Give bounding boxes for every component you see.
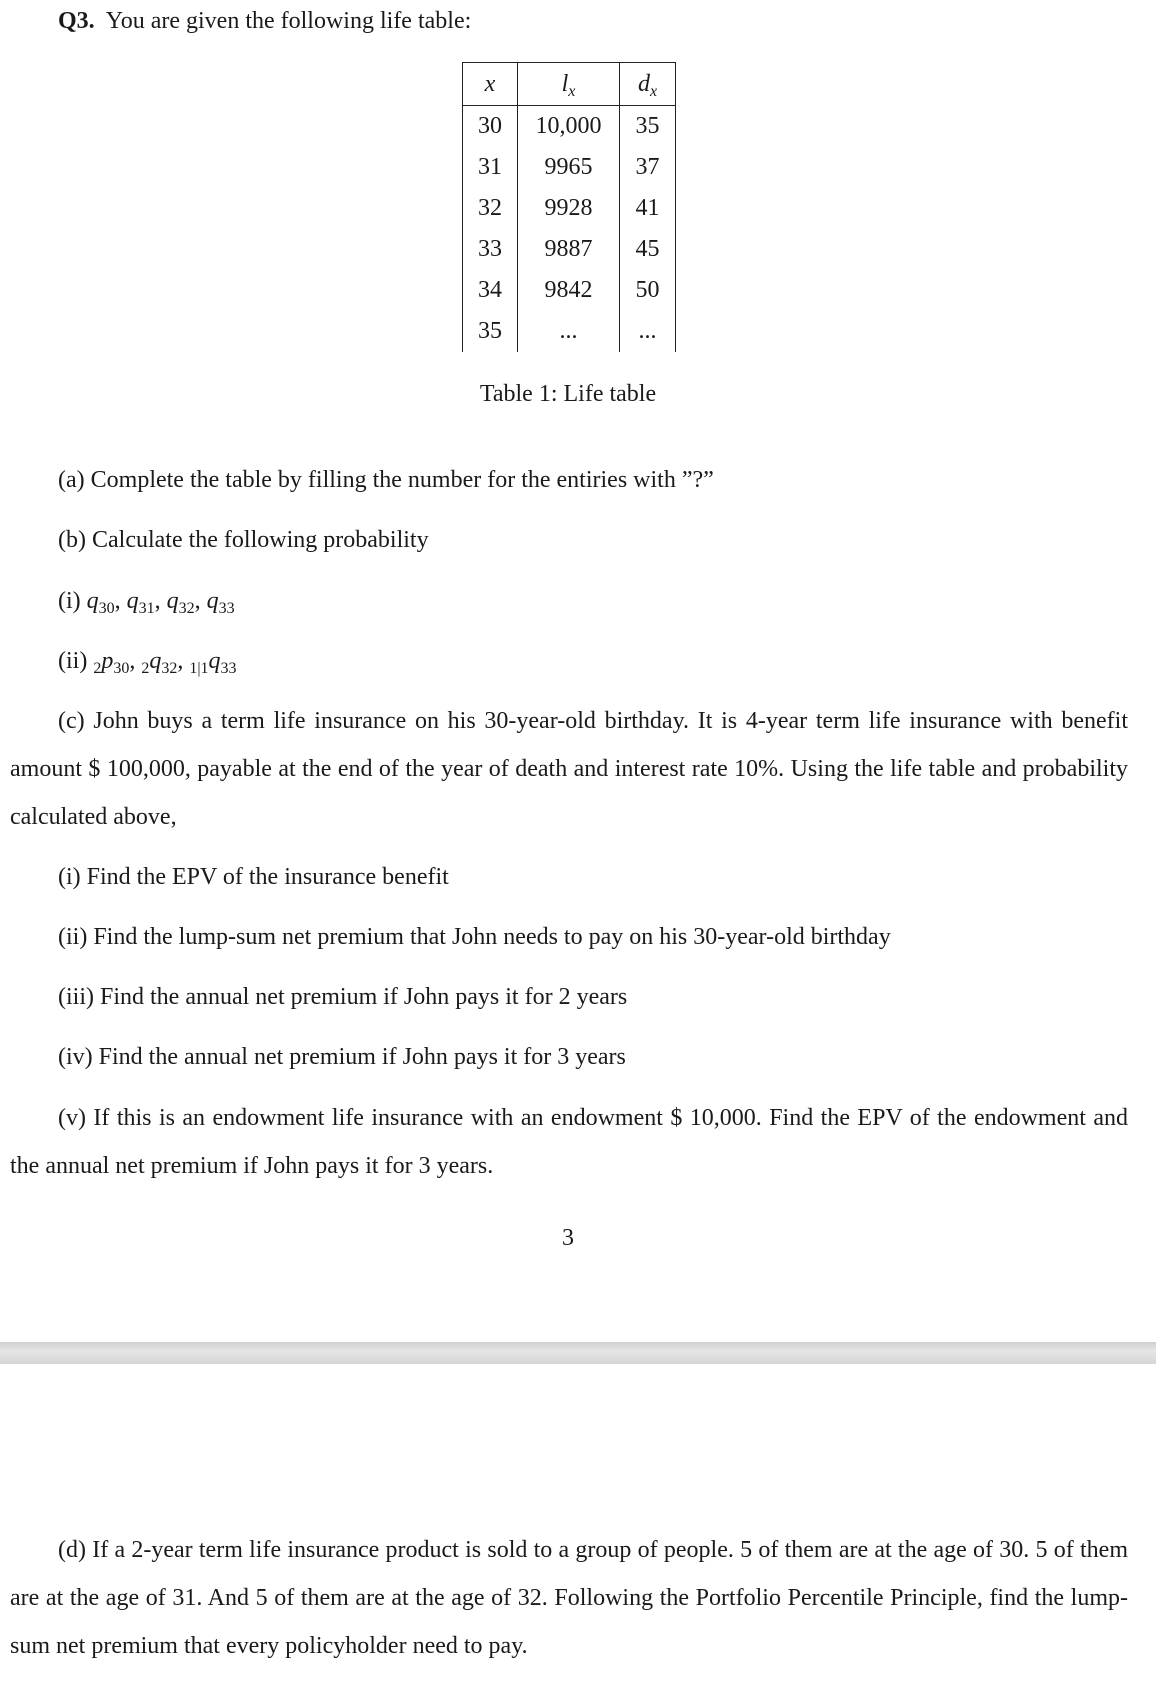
page-number: 3	[562, 1225, 574, 1251]
part-d: (d) If a 2-year term life insurance product is sold to a group of people. 5 of them are at the age of 30. 5 of them are at the age of 31. And 5 of them are at the age of 32. Following the Portfolio Percentile Principle, find the lump-sum net premium that every policyholder need to pay.	[10, 1537, 1128, 1659]
page-divider	[0, 1342, 1156, 1364]
table-row: 35 ... ...	[463, 311, 676, 352]
question-label: Q3.	[58, 8, 95, 34]
part-c: (c) John buys a term life insurance on his 30-year-old birthday. It is 4-year term life insurance with benefit amount $ 100,000, payable at the end of the year of death and interest rate 10%. Using the life table and probability calculated above,	[10, 708, 1128, 830]
table-row: 31 9965 37	[463, 147, 676, 188]
header-x: x	[463, 63, 518, 106]
part-c-iv: (iv) Find the annual net premium if John pays it for 3 years	[58, 1044, 626, 1070]
part-a: (a) Complete the table by filling the number for the entiries with ”?”	[58, 467, 714, 493]
part-c-iii: (iii) Find the annual net premium if John pays it for 2 years	[58, 984, 628, 1010]
question-heading	[58, 6, 471, 36]
table-row: 33 9887 45	[463, 229, 676, 270]
header-dx: $d_x$	[620, 63, 676, 106]
part-c-v: (v) If this is an endowment life insurance with an endowment $ 10,000. Find the EPV of the endowment and the annual net premium if John pays it for 3 years.	[10, 1105, 1128, 1179]
table-header-row	[463, 63, 676, 106]
part-c-ii: (ii) Find the lump-sum net premium that John needs to pay on his 30-year-old birthday	[58, 924, 891, 950]
part-b-i: (i) $q_{30}$, $q_{31}$, $q_{32}$, $q_{33}$	[58, 588, 235, 617]
question-intro: You are given the following life table:	[105, 8, 472, 34]
part-b: (b) Calculate the following probability	[58, 527, 429, 553]
part-c-i: (i) Find the EPV of the insurance benefit	[58, 864, 449, 890]
table-row: 30 10,000 35	[463, 106, 676, 148]
table-row: 34 9842 50	[463, 270, 676, 311]
life-table	[462, 62, 676, 352]
part-b-ii: (ii) $_2p_{30}$, $_2q_{32}$, $_{1|1}q_{33}$	[58, 648, 237, 677]
table-row: 32 9928 41	[463, 188, 676, 229]
table-caption: Table 1: Life table	[479, 381, 657, 407]
header-lx: $l_x$	[518, 63, 620, 106]
